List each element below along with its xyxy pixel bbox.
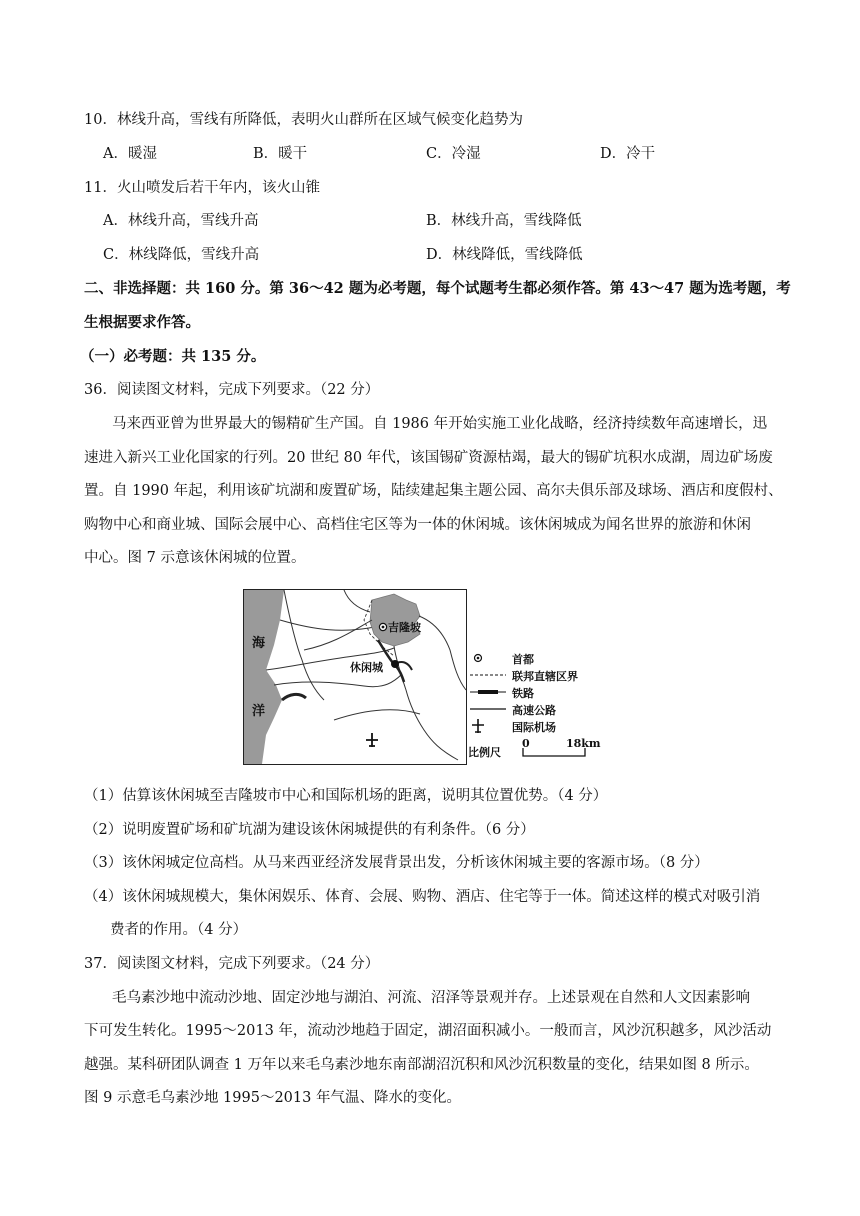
q11-option-a: A．林线升高，雪线升高: [103, 213, 259, 229]
legend-label: 国际机场: [512, 721, 556, 734]
q11-option-b: B．林线升高，雪线降低: [426, 213, 582, 229]
q37-passage-line: 越强。某科研团队调查 1 万年以来毛乌素沙地东南部湖沼沉积和风沙沉积数量的变化，结果如图 8 所示。: [84, 1057, 759, 1073]
airport-icon: [366, 733, 378, 747]
map-legend: [470, 648, 620, 768]
capital-label: 吉隆坡: [388, 621, 421, 634]
sea-area: [244, 590, 284, 764]
airport-icon: [470, 718, 506, 734]
map-drawing: [244, 590, 466, 764]
q11-stem: 11．火山喷发后若干年内，该火山锥: [84, 180, 320, 196]
scale-bar: [522, 748, 592, 758]
q10-option-b: B．暖干: [253, 146, 308, 162]
scale-title: 比例尺: [468, 746, 501, 759]
railway-line-icon: [470, 684, 506, 700]
leisure-city-marker: [391, 660, 399, 668]
q36-subquestion: （3）该休闲城定位高档。从马来西亚经济发展背景出发，分析该休闲城主要的客源市场。（8 分）: [84, 855, 709, 871]
q36-stem: 36．阅读图文材料，完成下列要求。（22 分）: [84, 382, 380, 398]
q37-passage-line: 毛乌素沙地中流动沙地、固定沙地与湖泊、河流、沼泽等景观并存。上述景观在自然和人文因素影响: [112, 990, 750, 1006]
q10-option-c: C．冷湿: [426, 146, 481, 162]
boundary-line-icon: [470, 667, 506, 683]
q11-option-d: D．林线降低，雪线降低: [426, 247, 583, 263]
q36-passage-line: 中心。图 7 示意该休闲城的位置。: [84, 550, 306, 566]
legend-label: 首都: [512, 653, 534, 666]
q36-subquestion-cont: 费者的作用。（4 分）: [110, 922, 248, 938]
leisure-city-label: 休闲城: [350, 661, 383, 674]
section2-heading-line2: 生根据要求作答。: [84, 314, 200, 331]
sea-label-top: 海: [252, 632, 265, 651]
location-map: [243, 589, 467, 765]
q37-passage-line: 下可发生转化。1995～2013 年，流动沙地趋于固定，湖沼面积减小。一般而言，风沙沉积越多，风沙活动: [84, 1023, 772, 1039]
q10-stem: 10．林线升高，雪线有所降低，表明火山群所在区域气候变化趋势为: [84, 112, 523, 128]
section2-subheading: （一）必考题：共 135 分。: [80, 348, 266, 365]
section2-heading-line1: 二、非选择题：共 160 分。第 36～42 题为必考题，每个试题考生都必须作答。第 43～47 题为选考题，考: [84, 280, 791, 297]
q36-passage-line: 购物中心和商业城、国际会展中心、高档住宅区等为一体的休闲城。该休闲城成为闻名世界的旅游和休闲: [84, 517, 751, 533]
scale-value: 18km: [566, 737, 601, 750]
sea-label-bottom: 洋: [252, 700, 265, 719]
q10-option-a: A．暖湿: [103, 146, 157, 162]
scale-zero: 0: [522, 737, 530, 750]
legend-label: 联邦直辖区界: [512, 670, 578, 683]
q36-passage-line: 速进入新兴工业化国家的行列。20 世纪 80 年代，该国锡矿资源枯竭，最大的锡矿坑积水成湖，周边矿场废: [84, 450, 773, 466]
q10-option-d: D．冷干: [600, 146, 656, 162]
q11-option-c: C．林线降低，雪线升高: [103, 247, 260, 263]
q36-subquestion: （2）说明废置矿场和矿坑湖为建设该休闲城提供的有利条件。（6 分）: [84, 822, 535, 838]
highway-line-icon: [470, 701, 506, 717]
q36-subquestion: （4）该休闲城规模大，集休闲娱乐、体育、会展、购物、酒店、住宅等于一体。简述这样的模式对吸引消: [84, 889, 761, 905]
q37-stem: 37．阅读图文材料，完成下列要求。（24 分）: [84, 956, 380, 972]
q37-passage-line: 图 9 示意毛乌素沙地 1995～2013 年气温、降水的变化。: [84, 1090, 461, 1106]
q36-passage-line: 马来西亚曾为世界最大的锡精矿生产国。自 1986 年开始实施工业化战略，经济持续数年高速增长，迅: [112, 416, 768, 432]
capital-icon: [470, 650, 506, 666]
q36-subquestion: （1）估算该休闲城至吉隆坡市中心和国际机场的距离，说明其位置优势。（4 分）: [84, 788, 608, 804]
q36-passage-line: 置。自 1990 年起，利用该矿坑湖和废置矿场，陆续建起集主题公园、高尔夫俱乐部及球场、酒店和度假村、: [84, 483, 783, 499]
legend-label: 高速公路: [512, 704, 556, 717]
legend-label: 铁路: [512, 687, 534, 700]
